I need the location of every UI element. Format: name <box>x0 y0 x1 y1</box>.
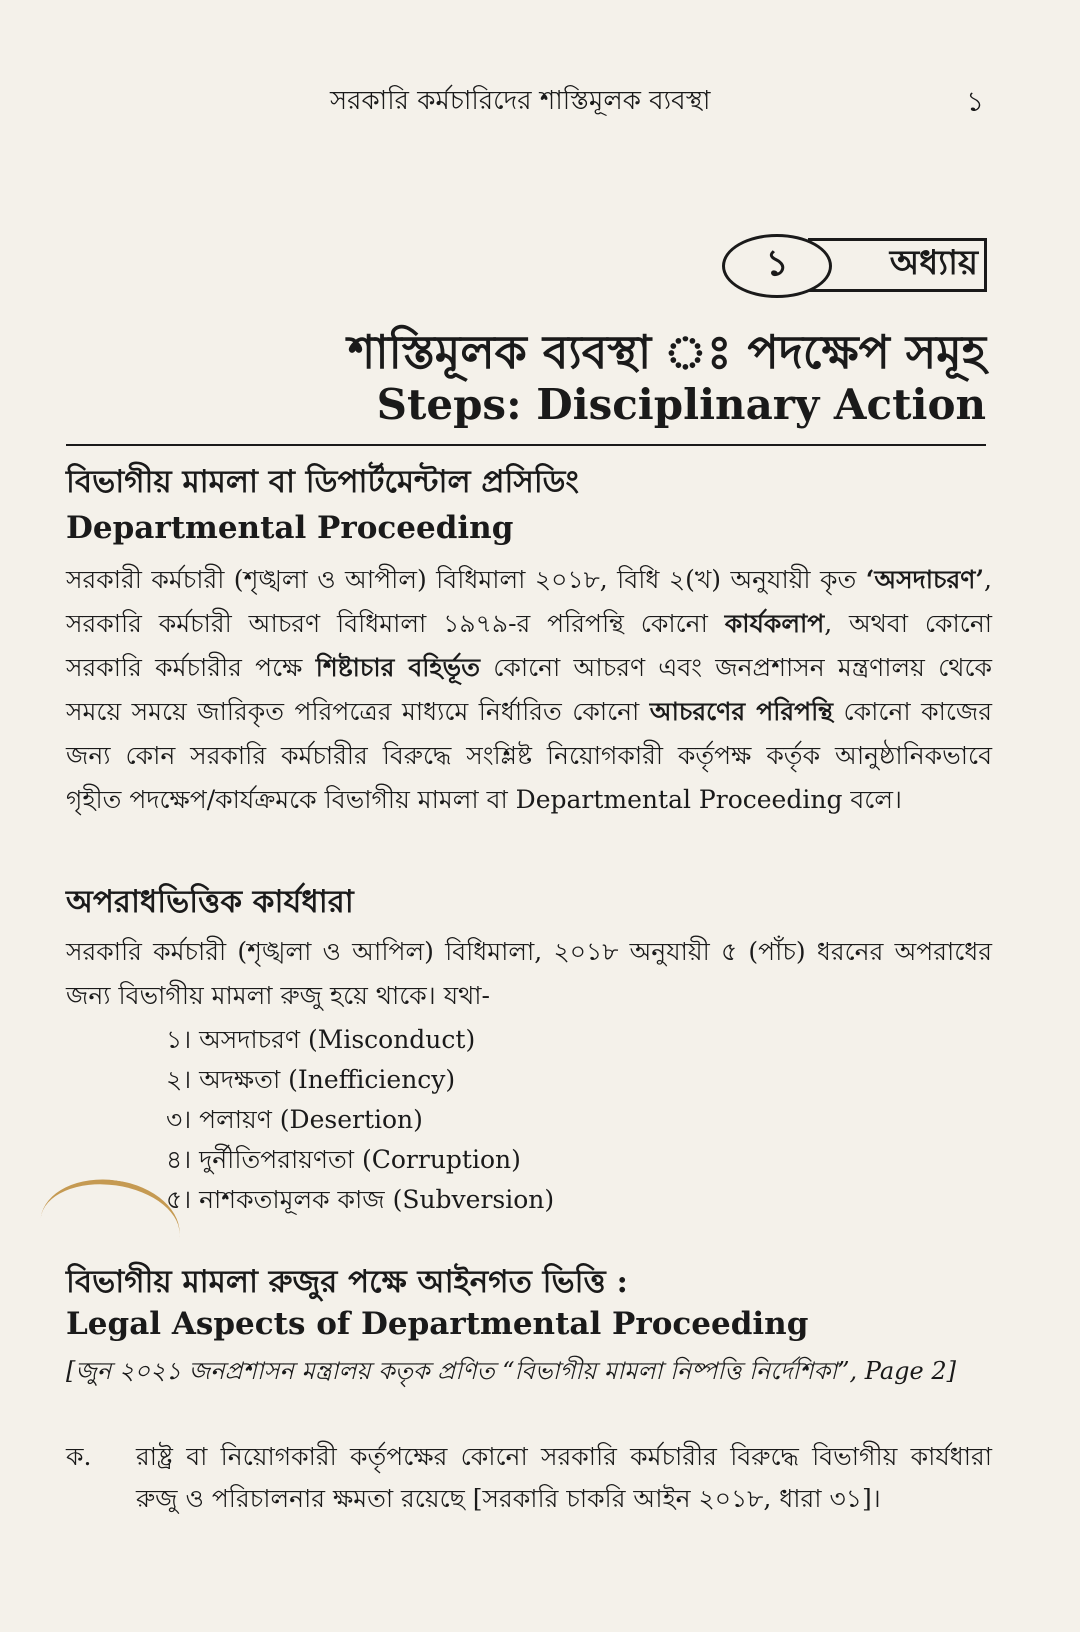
chapter-title-bn: শাস্তিমূলক ব্যবস্থা ঃ পদক্ষেপ সমূহ <box>348 325 986 379</box>
title-divider <box>66 444 986 446</box>
offence-list <box>166 1020 554 1220</box>
page-number: ১ <box>966 85 985 118</box>
chapter-title-en: Steps: Disciplinary Action <box>376 380 986 429</box>
legal-item <box>66 1436 992 1520</box>
paragraph-text: কোনো আচরণ এবং জনপ্রশাসন মন্ত্রণালয় থেকে সময়ে সময়ে জারিকৃত পরিপত্রের মাধ্যমে নির্ধারিত কোনো <box>66 653 992 726</box>
chapter-label: অধ্যায় <box>808 238 987 292</box>
bold-term: আচরণের পরিপন্থি <box>649 697 834 726</box>
item-label: ক. <box>66 1442 92 1471</box>
list-item: ৪। দুর্নীতিপরায়ণতা (Corruption) <box>166 1145 521 1174</box>
bold-term: ‘অসদাচরণ’ <box>865 565 985 594</box>
definition-paragraph <box>66 558 992 822</box>
bookmark-ribbon <box>34 1171 186 1285</box>
running-header: সরকারি কর্মচারিদের শাস্তিমূলক ব্যবস্থা <box>330 86 711 116</box>
list-item: ২। অদক্ষতা (Inefficiency) <box>166 1065 456 1094</box>
list-item: ৩। পলায়ণ (Desertion) <box>166 1105 423 1134</box>
bold-term: শিষ্টাচার বহির্ভূত <box>315 653 480 682</box>
offence-paragraph: সরকারি কর্মচারী (শৃঙ্খলা ও আপিল) বিধিমালা, ২০১৮ অনুযায়ী ৫ (পাঁচ) ধরনের অপরাধের জন্য বিভাগীয় মামলা রুজু হয়ে থাকে। যথা- <box>66 937 992 1010</box>
section-heading-legal-en: Legal Aspects of Departmental Proceeding <box>66 1306 809 1342</box>
section-heading-bn: বিভাগীয় মামলা বা ডিপার্টমেন্টাল প্রসিডিং <box>66 464 579 500</box>
list-item: ৫। নাশকতামূলক কাজ (Subversion) <box>166 1185 555 1214</box>
section-heading-en: Departmental Proceeding <box>66 510 514 546</box>
paragraph-text: কোনো কাজের জন্য কোন সরকারি কর্মচারীর বিরুদ্ধে সংশ্লিষ্ট নিয়োগকারী কর্তৃপক্ষ কর্তৃক আনুষ্ঠানিকভাবে গৃহীত পদক্ষেপ/কার্যক্রমকে বিভাগীয় মামলা বা Departmental Proceeding বলে। <box>66 697 992 814</box>
paragraph-text: , অথবা কোনো সরকারি কর্মচারীর পক্ষে <box>66 609 993 682</box>
chapter-number: ১ <box>722 234 832 298</box>
chapter-badge <box>722 234 984 294</box>
citation: [জুন ২০২১ জনপ্রশাসন মন্ত্রালয় কতৃক প্রণিত “বিভাগীয় মামলা নিষ্পত্তি নির্দেশিকা”, Page 2] <box>66 1357 956 1385</box>
section-heading-offence: অপরাধভিত্তিক কার্যধারা <box>66 884 354 920</box>
list-item: ১। অসদাচরণ (Misconduct) <box>166 1025 476 1054</box>
item-text: রাষ্ট্র বা নিয়োগকারী কর্তৃপক্ষের কোনো সরকারি কর্মচারীর বিরুদ্ধে বিভাগীয় কার্যধারা রুজু ও পরিচালনার ক্ষমতা রয়েছে [সরকারি চাকরি আইন ২০১৮, ধারা ৩১]। <box>136 1442 992 1513</box>
bold-term: কার্যকলাপ <box>724 609 825 638</box>
section-heading-legal-bn: বিভাগীয় মামলা রুজুর পক্ষে আইনগত ভিত্তি : <box>66 1264 628 1300</box>
paragraph-text: সরকারী কর্মচারী (শৃঙ্খলা ও আপীল) বিধিমালা ২০১৮, বিধি ২(খ) অনুযায়ী কৃত <box>66 565 866 594</box>
paragraph-text: , সরকারি কর্মচারী আচরণ বিধিমালা ১৯৭৯-র পরিপন্থি কোনো <box>66 565 992 638</box>
